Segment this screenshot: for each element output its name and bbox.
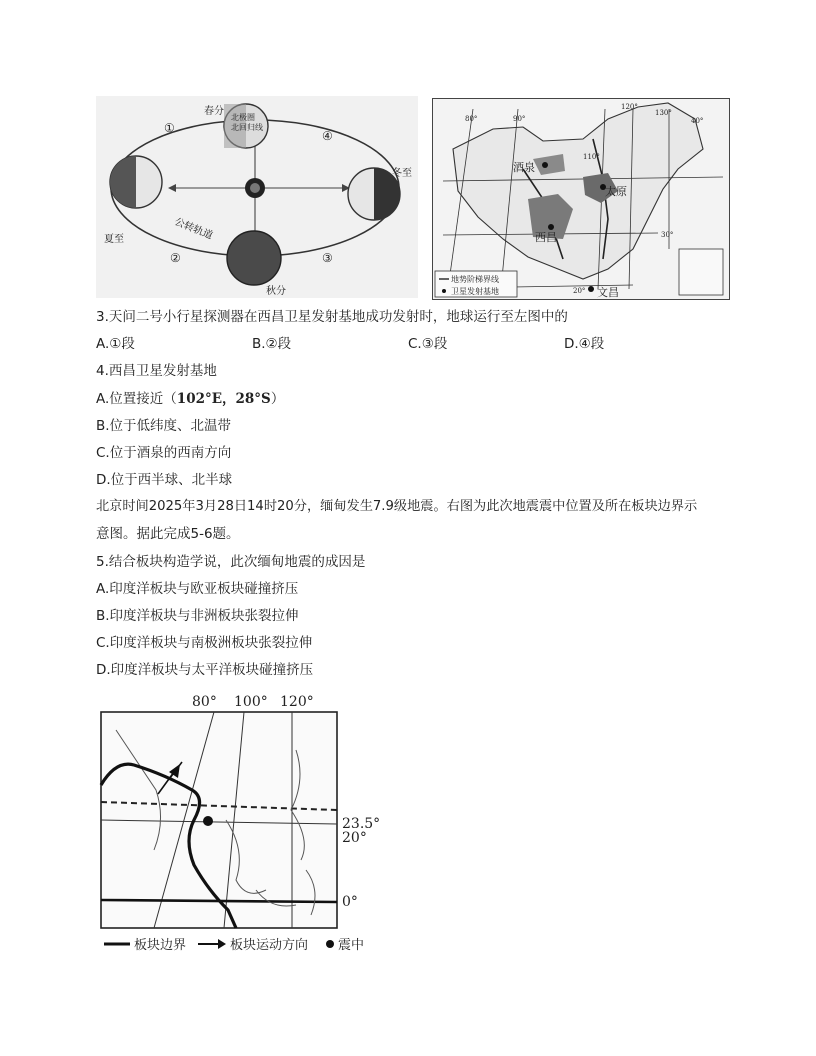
q4-option-a[interactable] (96, 389, 284, 409)
svg-text:40°: 40° (691, 117, 704, 125)
svg-text:太原: 太原 (605, 185, 627, 198)
svg-text:秋分: 秋分 (266, 286, 286, 297)
svg-text:北极圈: 北极圈 (231, 113, 255, 122)
q4-option-a-coord: 102°E，28°S (176, 391, 271, 407)
svg-text:120°: 120° (621, 103, 638, 111)
south-sea-inset (679, 249, 723, 295)
q4-option-a-pre: A.位置接近（ (96, 391, 177, 407)
svg-text:卫星发射基地: 卫星发射基地 (451, 287, 499, 296)
q4-option-d[interactable]: D.位于西半球、北半球 (96, 472, 233, 488)
earth-autumn-icon (227, 231, 281, 285)
svg-text:②: ② (170, 251, 181, 265)
q5-option-b[interactable]: B.印度洋板块与非洲板块张裂拉伸 (96, 608, 299, 624)
svg-text:冬至: 冬至 (392, 168, 412, 179)
svg-text:90°: 90° (513, 115, 526, 123)
intro-line-1: 北京时间2025年3月28日14时20分，缅甸发生7.9级地震。右图为此次地震震中位置及所在板块边界示 (96, 499, 698, 514)
svg-text:夏至: 夏至 (104, 234, 124, 245)
q3-stem: 3.天问二号小行星探测器在西昌卫星发射基地成功发射时，地球运行至左图中的 (96, 309, 568, 325)
svg-text:震中: 震中 (338, 938, 365, 953)
q4-option-c[interactable]: C.位于酒泉的西南方向 (96, 445, 232, 461)
svg-text:北回归线: 北回归线 (231, 123, 263, 132)
orbit-figure (96, 96, 418, 298)
svg-text:110°: 110° (583, 153, 600, 161)
q5-option-c[interactable]: C.印度洋板块与南极洲板块张裂拉伸 (96, 635, 313, 651)
svg-text:酒泉: 酒泉 (513, 161, 535, 174)
svg-text:④: ④ (322, 129, 333, 143)
q4-option-a-post: ） (270, 391, 285, 407)
q3-option-d[interactable]: D.④段 (564, 336, 605, 352)
china-outline (453, 103, 703, 279)
svg-text:30°: 30° (661, 231, 674, 239)
q3-option-a[interactable]: A.①段 (96, 336, 135, 352)
quake-map-figure (96, 690, 396, 960)
intro-line-2: 意图。据此完成5-6题。 (96, 526, 240, 542)
wenchang-marker (588, 286, 594, 292)
xichang-marker (548, 224, 554, 230)
legend-epicenter-icon (326, 940, 334, 948)
jiuquan-marker (542, 162, 548, 168)
svg-text:0°: 0° (342, 894, 358, 910)
svg-text:80°: 80° (192, 694, 217, 710)
svg-text:板块边界: 板块边界 (134, 938, 187, 953)
svg-text:春分: 春分 (204, 106, 224, 117)
svg-text:①: ① (164, 121, 175, 135)
q3-option-b[interactable]: B.②段 (252, 336, 292, 352)
svg-text:地势阶梯界线: 地势阶梯界线 (451, 275, 499, 284)
svg-text:③: ③ (322, 251, 333, 265)
svg-text:20°: 20° (342, 830, 367, 846)
q5-option-d[interactable]: D.印度洋板块与太平洋板块碰撞挤压 (96, 662, 314, 678)
svg-text:80°: 80° (465, 115, 478, 123)
svg-text:23.5°: 23.5° (342, 816, 381, 832)
svg-text:20°: 20° (573, 287, 586, 295)
china-map-figure (432, 98, 730, 300)
svg-text:板块运动方向: 板块运动方向 (230, 938, 309, 953)
svg-text:100°: 100° (234, 694, 268, 710)
q5-option-a[interactable]: A.印度洋板块与欧亚板块碰撞挤压 (96, 581, 299, 597)
svg-text:120°: 120° (280, 694, 314, 710)
svg-text:130°: 130° (655, 109, 672, 117)
legend-arrow-icon (218, 939, 226, 949)
q4-option-b[interactable]: B.位于低纬度、北温带 (96, 418, 232, 434)
q5-stem: 5.结合板块构造学说，此次缅甸地震的成因是 (96, 554, 366, 570)
epicenter-marker (203, 816, 213, 826)
q3-option-c[interactable]: C.③段 (408, 336, 448, 352)
q4-stem: 4.西昌卫星发射基地 (96, 363, 217, 379)
map-frame (101, 712, 337, 928)
svg-text:西昌: 西昌 (535, 231, 557, 244)
svg-text:公转轨道: 公转轨道 (172, 216, 215, 242)
svg-text:文昌: 文昌 (597, 286, 619, 299)
